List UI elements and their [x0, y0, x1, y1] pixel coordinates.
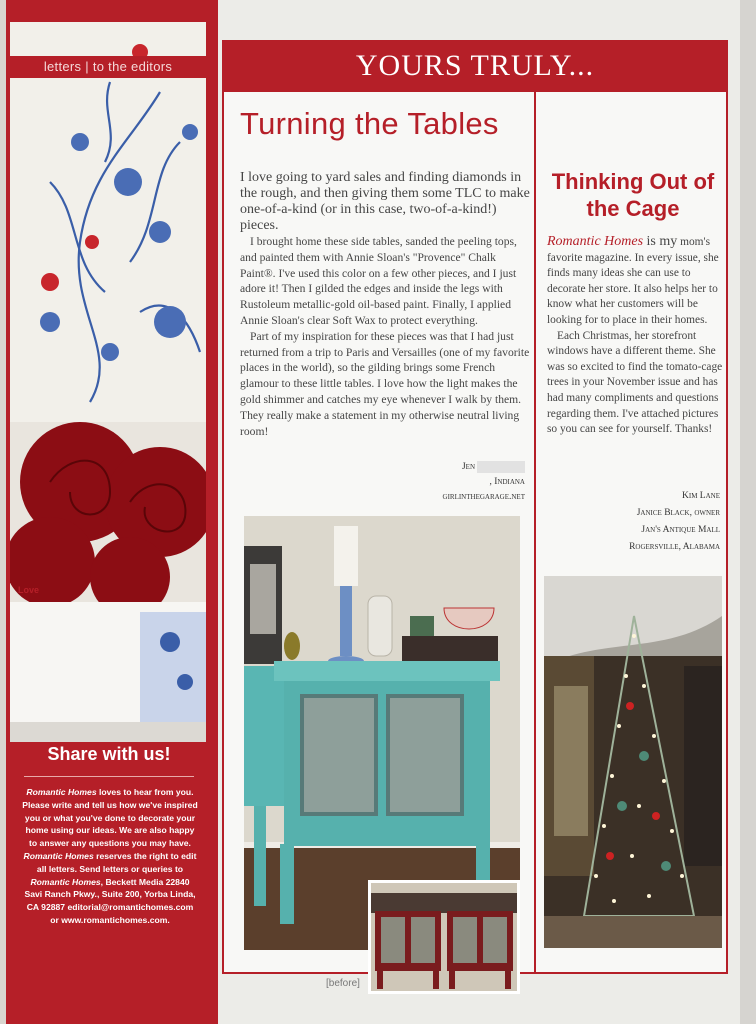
share-text-1: loves to hear from you. Please write and tell us how we've inspired you or what you've done to decorate your home using our ideas. We are also happy to answer any questions you may have. [22, 787, 198, 849]
signature-location: , Indiana [489, 477, 525, 487]
rose-vase-photo [10, 22, 206, 742]
letter-body-right [547, 234, 723, 438]
letter-right-paragraph: Each Christmas, her storefront windows have a different theme. She was so excited to find the tomato-cage trees in your November issue and has had many compliments and questions regarding them. I've attached pictures so you can see for yourself. Thanks! [547, 329, 723, 436]
letter-title-right: Thinking Out of the Cage [551, 169, 715, 221]
signature-left [380, 460, 525, 505]
signature-website: girlinthegarage.net [442, 492, 525, 502]
signature-right [560, 488, 720, 556]
share-mag-2: Romantic Homes [23, 850, 94, 861]
share-text-2: reserves the right to edit all letters. Send letters or queries to [36, 850, 197, 874]
letter-left-paragraph: I brought home these side tables, sanded the peeling tops, and painted them with Annie Sloan's "Provence" Chalk Paint®. I've used this color on a few other pieces, and I just adore it! Then I gilded the edges and inside the legs with Rustoleum metallic-gold oil-based paint. Finally, I applied Annie Sloan's clear Soft Wax to protect everything. [240, 235, 517, 327]
letter-right-paragraph: Romantic Homes is my mom's favorite magazine. In every issue, she finds many ideas she can use to decorate her store. It also helps her to know what her customers will be looking for to place in their homes. [547, 234, 719, 326]
share-title: Share with us! [47, 744, 171, 764]
letter-body-left [240, 170, 530, 439]
letter-title-left: Turning the Tables [240, 106, 499, 141]
before-label: [before] [326, 978, 360, 989]
letter-left-paragraph: I love going to yard sales and finding diamonds in the rough, and then giving them some TLC to make one-of-a-kind (or in this case, two-of-a-kind!) pieces. [240, 170, 530, 233]
before-photo [368, 880, 520, 994]
signature-role: Janice Black, owner [636, 508, 720, 518]
share-body [22, 786, 198, 927]
share-divider [24, 776, 194, 777]
page-edge [740, 0, 756, 1024]
vase-love-text: Love [18, 585, 40, 595]
signature-business: Jan's Antique Mall [641, 525, 720, 535]
letter-left-paragraph: Part of my inspiration for these pieces was that I had just returned from a trip to Paris and Versailles (one of my favorite places in the world), so the gilding brings some French glamour to these little tables. I love how the light makes the gold shimmer and catches my eye whenever I walk by them. They really make a statement in my otherwise neutral living room! [240, 329, 530, 438]
signature-name: Kim Lane [682, 491, 720, 501]
section-header: letters | to the editors [10, 56, 206, 78]
magazine-name: Romantic Homes [547, 234, 644, 249]
tomato-cage-tree-photo [544, 576, 722, 948]
redacted-surname [477, 461, 525, 473]
column-divider [534, 92, 536, 972]
share-mag-1: Romantic Homes [26, 787, 97, 797]
signature-name: Jen [380, 460, 525, 475]
page-banner: YOURS TRULY... [222, 40, 728, 92]
signature-location: Rogersville, Alabama [629, 542, 720, 552]
share-address: , Beckett Media 22840 Savi Ranch Pkwy., Suite 200, Yorba Linda, CA 92887 editorial@romantichomes.com or www.romantichomes.com. [24, 876, 196, 925]
share-mag-3: Romantic Homes [30, 876, 101, 887]
